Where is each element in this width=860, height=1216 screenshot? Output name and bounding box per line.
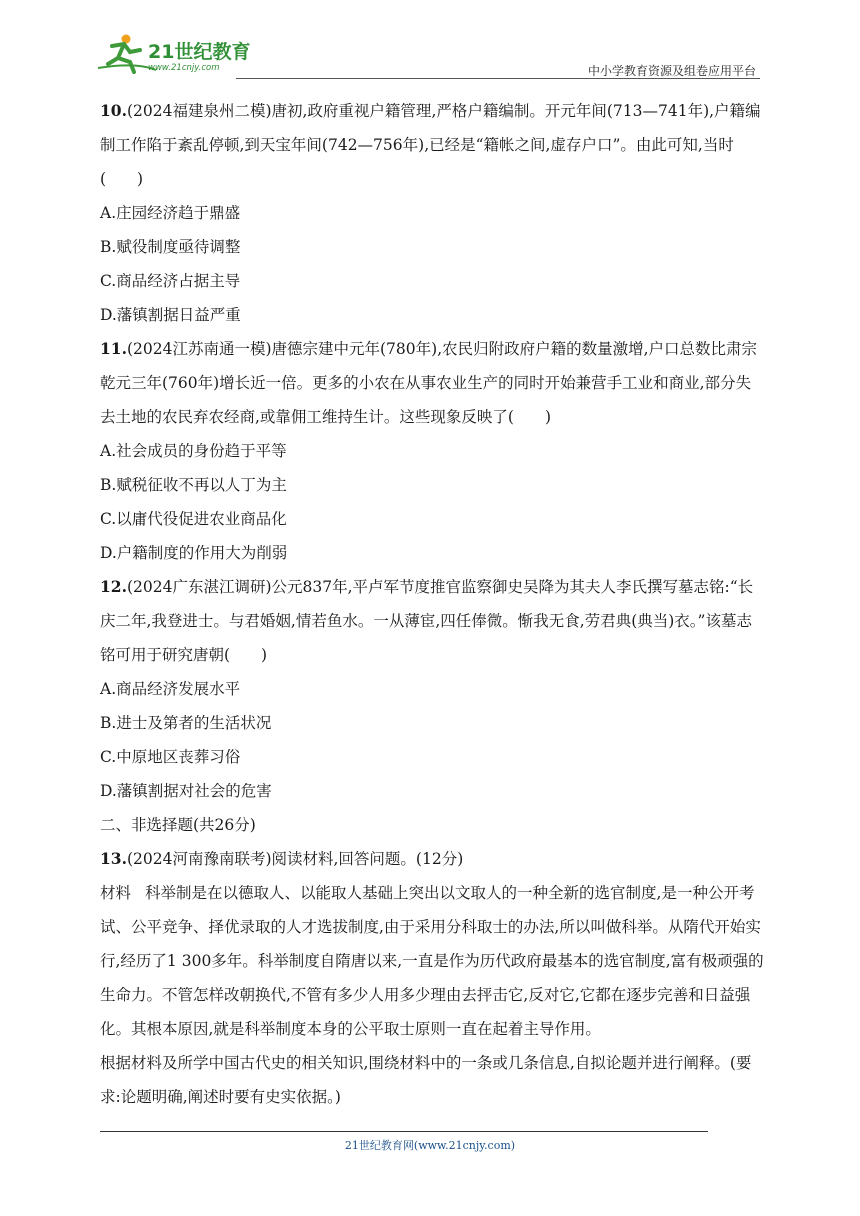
logo-21cnjy [96,32,266,74]
option-a: A.商品经济发展水平 [100,680,241,698]
option-a: A.社会成员的身份趋于平等 [100,442,287,460]
question-text: (2024广东湛江调研)公元837年,平卢军节度推官监察御史吴降为其夫人李氏撰写墓志铭:“长庆二年,我登进士。与君婚姻,情若鱼水。一从薄宦,四任俸微。惭我无食,劳君典(典当)衣。”该墓志铭可用于研究唐朝( ) [100,578,754,664]
question-number: 11. [100,339,127,358]
option-b: B.赋役制度亟待调整 [100,238,241,256]
question-12-stem [100,570,764,672]
material-label: 材料 [100,884,132,902]
footer-divider [100,1131,708,1132]
option-d: D.藩镇割据日益严重 [100,306,241,324]
option-d: D.藩镇割据对社会的危害 [100,782,272,800]
logo-text: 21世纪教育 [148,41,251,63]
question-text: (2024福建泉州二模)唐初,政府重视户籍管理,严格户籍编制。开元年间(713—741年),户籍编制工作陷于紊乱停顿,到天宝年间(742—756年),已经是“籍帐之间,虚存户口”。由此可知,当时( ) [100,102,761,188]
material-text: 科举制是在以德取人、以能取人基础上突出以文取人的一种全新的选官制度,是一种公开考试、公平竞争、择优录取的人才选拔制度,由于采用分科取士的办法,所以叫做科举。从隋代开始实行,经历了1 300多年。科举制度自隋唐以来,一直是作为历代政府最基本的选官制度,富有极顽强的生命力。不管怎样改朝换代,不管有多少人用多少理由去抨击它,反对它,它都在逐步完善和日益强化。其根本原因,就是科举制度本身的公平取士原则一直在起着主导作用。 [100,884,764,1038]
option-c: C.以庸代役促进农业商品化 [100,510,287,528]
question-10-stem [100,94,764,196]
question-number: 12. [100,577,127,596]
question-number: 13. [100,849,127,868]
logo-url: www.21cnjy.com [148,63,220,73]
question-number: 10. [100,101,127,120]
question-13-stem [100,842,764,876]
question-text: (2024江苏南通一模)唐德宗建中元年(780年),农民归附政府户籍的数量激增,户口总数比肃宗乾元三年(760年)增长近一倍。更多的小农在从事农业生产的同时开始兼营手工业和商业,部分失去土地的农民弃农经商,或靠佣工维持生计。这些现象反映了( ) [100,340,758,426]
option-c: C.中原地区丧葬习俗 [100,748,241,766]
platform-label: 中小学教育资源及组卷应用平台 [587,64,756,78]
option-b: B.进士及第者的生活状况 [100,714,272,732]
question-13-prompt: 根据材料及所学中国古代史的相关知识,围绕材料中的一条或几条信息,自拟论题并进行阐释。(要求:论题明确,阐述时要有史实依据。) [100,1054,752,1106]
page-footer: 21世纪教育网(www.21cnjy.com) [344,1139,516,1152]
section-heading: 二、非选择题(共26分) [100,816,256,834]
question-11-stem [100,332,764,434]
question-text: (2024河南豫南联考)阅读材料,回答问题。(12分) [126,850,464,868]
option-d: D.户籍制度的作用大为削弱 [100,544,288,562]
exam-content [100,94,764,1114]
material-paragraph [100,876,764,1046]
option-a: A.庄园经济趋于鼎盛 [100,204,241,222]
page-header [96,30,760,80]
option-c: C.商品经济占据主导 [100,272,241,290]
option-b: B.赋税征收不再以人丁为主 [100,476,287,494]
